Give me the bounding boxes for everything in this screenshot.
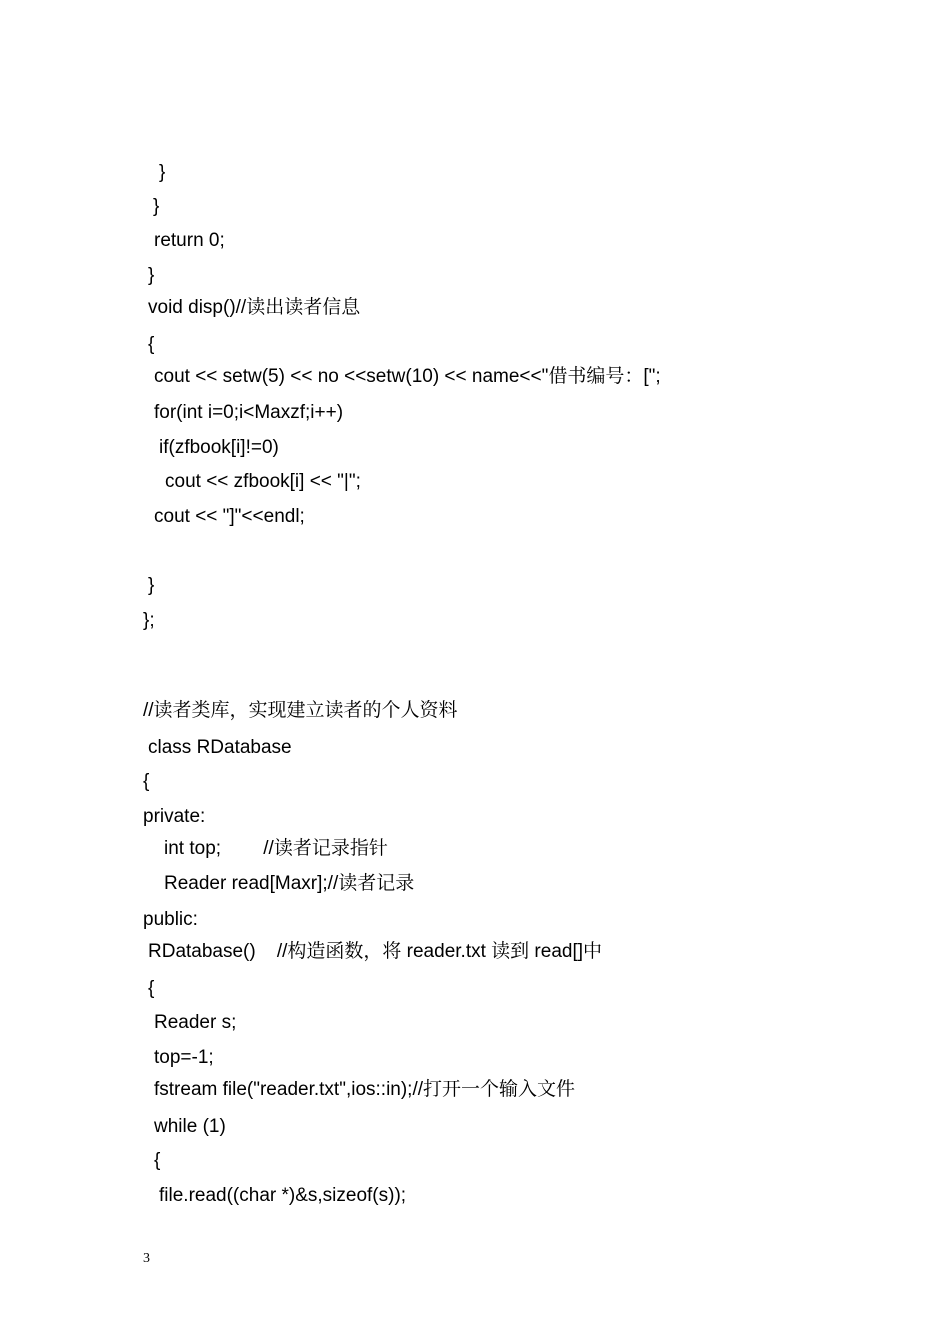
- code-line: cout << setw(5) << no <<setw(10) << name<<"借书编号：[";: [154, 366, 661, 387]
- code-line: private:: [143, 806, 206, 827]
- code-line: }: [148, 575, 155, 596]
- code-line: while (1): [154, 1116, 226, 1137]
- page-number: 3: [143, 1251, 150, 1266]
- code-line: file.read((char *)&s,sizeof(s));: [159, 1185, 407, 1206]
- code-line: cout << "]"<<endl;: [154, 506, 305, 527]
- code-line: }: [148, 265, 155, 286]
- code-line: for(int i=0;i<Maxzf;i++): [154, 402, 344, 423]
- code-line: public:: [143, 909, 198, 930]
- code-line: int top; //读者记录指针: [164, 838, 388, 859]
- code-line: }: [159, 162, 166, 183]
- code-line: cout << zfbook[i] << "|";: [165, 471, 361, 492]
- code-line: RDatabase() //构造函数，将 reader.txt 读到 read[]中: [148, 941, 603, 962]
- code-line: }: [153, 196, 160, 217]
- code-line: return 0;: [154, 230, 225, 251]
- code-line: top=-1;: [154, 1047, 214, 1068]
- code-line: if(zfbook[i]!=0): [159, 437, 279, 458]
- code-line: };: [143, 610, 155, 631]
- code-line: class RDatabase: [148, 737, 292, 758]
- code-line: Reader s;: [154, 1012, 237, 1033]
- code-line: {: [143, 771, 150, 792]
- code-line: Reader read[Maxr];//读者记录: [164, 873, 415, 894]
- code-line: {: [154, 1150, 161, 1171]
- code-line: {: [148, 978, 155, 999]
- code-line: {: [148, 334, 155, 355]
- code-line: fstream file("reader.txt",ios::in);//打开一个输入文件: [154, 1079, 576, 1100]
- code-line: //读者类库，实现建立读者的个人资料: [143, 700, 458, 721]
- code-line: void disp()//读出读者信息: [148, 297, 361, 318]
